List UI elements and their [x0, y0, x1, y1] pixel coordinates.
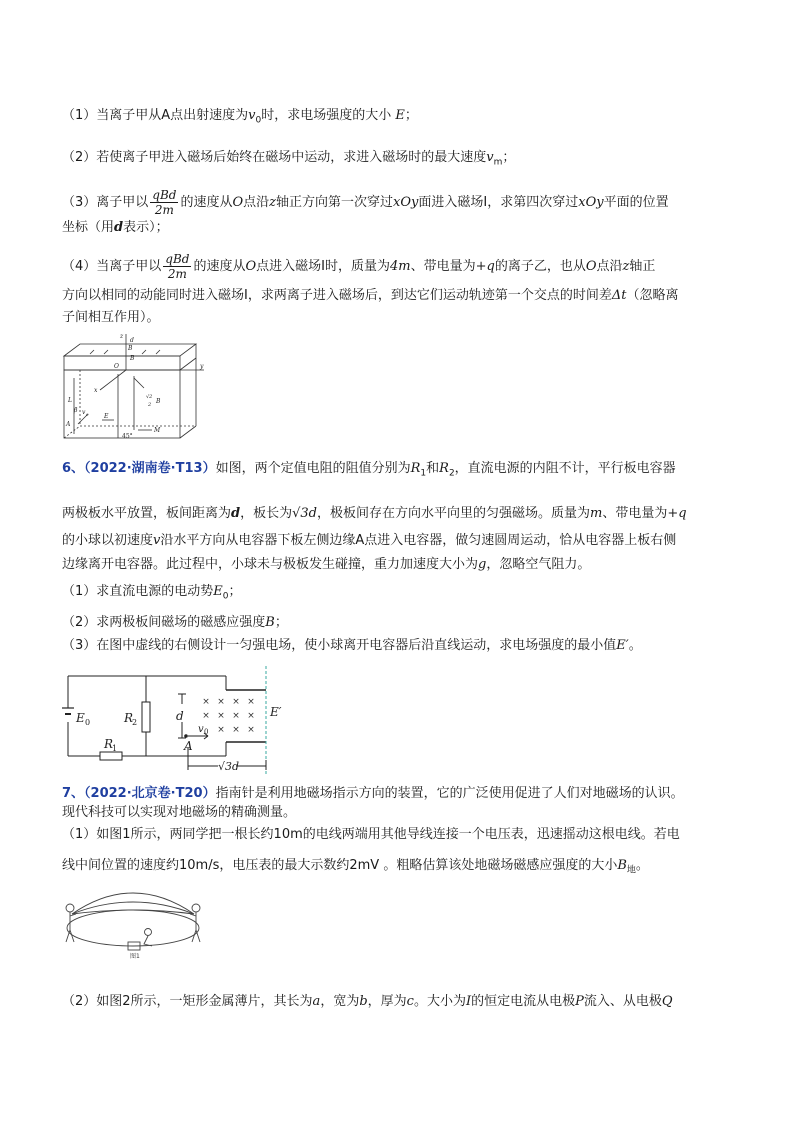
fig6-label-Eprime: E′ — [270, 705, 282, 719]
q6-sub1: （1）求直流电源的电动势$E_0$； — [62, 584, 242, 602]
q5-part4: （4）当离子甲以 $\frac{\text{qBd}}{2m}$ 的速度从O点进入磁场Ⅰ时，质量为4m、带电量为+q的离子乙，也从O点沿z轴正 — [62, 252, 656, 281]
fig5-label-z: z — [120, 333, 124, 340]
fig6-label-v0-sub: 0 — [204, 728, 209, 736]
fig5-label-beta: β — [74, 407, 78, 414]
fig6-label-R2: R — [124, 711, 134, 725]
fig6-label-R1-sub: 1 — [112, 744, 118, 753]
q6-line4: 边缘离开电容器。此过程中，小球未与极板发生碰撞，重力加速度大小为g，忽略空气阻力。 — [62, 557, 591, 572]
cross-mark: × — [202, 697, 210, 707]
cross-mark: × — [202, 711, 210, 721]
q5-part2: （2）若使离子甲进入磁场后始终在磁场中运动，求进入磁场时的最大速度$v_m$； — [62, 150, 516, 168]
cross-mark: × — [217, 711, 225, 721]
q7-line2: 现代科技可以实现对地磁场的精确测量。 — [62, 805, 297, 820]
q6-line1: 6、（2022·湖南卷·T13）如图，两个定值电阻的阻值分别为$R_1$和$R_2$，直流电源的内阻不计，平行板电容器 — [62, 461, 676, 479]
q6-sub2: （2）求两极板间磁场的磁感应强度B； — [62, 615, 288, 630]
fig5-label-v-sub: 0 — [86, 412, 89, 417]
fig5-label-B3: B — [156, 398, 161, 405]
fig6-label-v0: v — [198, 724, 204, 735]
fig5-label-M: M — [154, 427, 161, 434]
q5-part1: （1）当离子甲从A点出射速度为$v_0$时，求电场强度的大小 E； — [62, 108, 418, 126]
cross-mark: × — [247, 711, 255, 721]
q7-sub1: （1）如图1所示，两同学把一根长约10m的电线两端用其他导线连接一个电压表，迅速摇动这根电线。若电 — [62, 827, 680, 842]
q7-sub2: （2）如图2所示，一矩形金属薄片，其长为a，宽为b，厚为c。大小为I的恒定电流从电极P流入、从电极Q — [62, 994, 673, 1009]
fig5-label-v: v — [82, 409, 86, 416]
fraction-qBd-2m: $\frac{\text{qBd}}{2m}$ — [152, 188, 177, 217]
q6-heading: 6、（2022·湖南卷·T13） — [62, 461, 216, 476]
fig5-label-d: d — [130, 337, 134, 344]
q5-part3-line2: 坐标（用d表示）； — [62, 220, 169, 235]
figure-q6-circuit — [58, 664, 298, 776]
figure-q7-rope — [58, 884, 208, 960]
q7-sub1-line2: 线中间位置的速度约10m/s，电压表的最大示数约2mV 。粗略估算该处地磁场磁感应强度的大小$B_地$。 — [62, 858, 649, 876]
q5-part3: （3）离子甲以 $\frac{\text{qBd}}{2m}$ 的速度从O点沿z轴正方向第一次穿过xOy面进入磁场Ⅰ，求第四次穿过xOy平面的位置 — [62, 188, 669, 217]
fig1-caption: 图1 — [130, 953, 140, 960]
q6-line2: 两极板水平放置，板间距离为d，板长为√3d，极板间存在方向水平向里的匀强磁场。质量为m、带电量为+q — [62, 506, 687, 521]
fig6-label-A: A — [184, 739, 193, 753]
fig6-label-E0: E — [76, 711, 85, 725]
fig6-label-length: √3d — [218, 760, 240, 773]
q6-sub3: （3）在图中虚线的右侧设计一匀强电场，使小球离开电容器后沿直线运动，求电场强度的最小值E′。 — [62, 638, 642, 653]
fig5-label-y: y — [200, 363, 204, 370]
fig6-label-R1: R — [104, 737, 114, 751]
fig6-label-R2-sub: 2 — [132, 718, 138, 727]
fig6-label-E0-sub: 0 — [85, 718, 91, 727]
fig5-label-sqrt2: √2 — [146, 394, 153, 400]
cross-mark: × — [217, 725, 225, 735]
cross-mark: × — [232, 711, 240, 721]
q7-line1: 7、（2022·北京卷·T20）指南针是利用地磁场指示方向的装置，它的广泛使用促进了人们对地磁场的认识。 — [62, 786, 684, 801]
fig5-label-E: E — [104, 413, 109, 420]
cross-mark: × — [232, 697, 240, 707]
fig5-label-L: L — [68, 397, 72, 404]
fig5-label-B: B — [128, 345, 133, 352]
fig6-label-d: d — [176, 709, 184, 723]
fig5-label-2: 2 — [148, 402, 152, 408]
fig5-label-A: A — [66, 421, 71, 428]
figure-q5-magnetic-box — [58, 330, 208, 442]
q5-part4-line2: 方向以相同的动能同时进入磁场Ⅰ，求两离子进入磁场后，到达它们运动轨迹第一个交点的时间差Δt（忽略离 — [62, 288, 679, 303]
cross-mark: × — [232, 725, 240, 735]
q7-heading: 7、（2022·北京卷·T20） — [62, 786, 216, 801]
fig5-label-B2: B — [130, 355, 135, 362]
cross-mark: × — [217, 697, 225, 707]
fraction-qBd-2m: $\frac{\text{qBd}}{2m}$ — [165, 252, 190, 281]
fig5-label-O: O — [114, 363, 119, 370]
fig5-label-45: 45° — [122, 433, 133, 440]
fig5-label-x: x — [94, 387, 98, 394]
q6-line3: 的小球以初速度v沿水平方向从电容器下板左侧边缘A点进入电容器，做匀速圆周运动，恰从电容器上板右侧 — [62, 533, 677, 548]
cross-mark: × — [247, 725, 255, 735]
q5-part4-line3: 子间相互作用）。 — [62, 310, 160, 325]
cross-mark: × — [247, 697, 255, 707]
